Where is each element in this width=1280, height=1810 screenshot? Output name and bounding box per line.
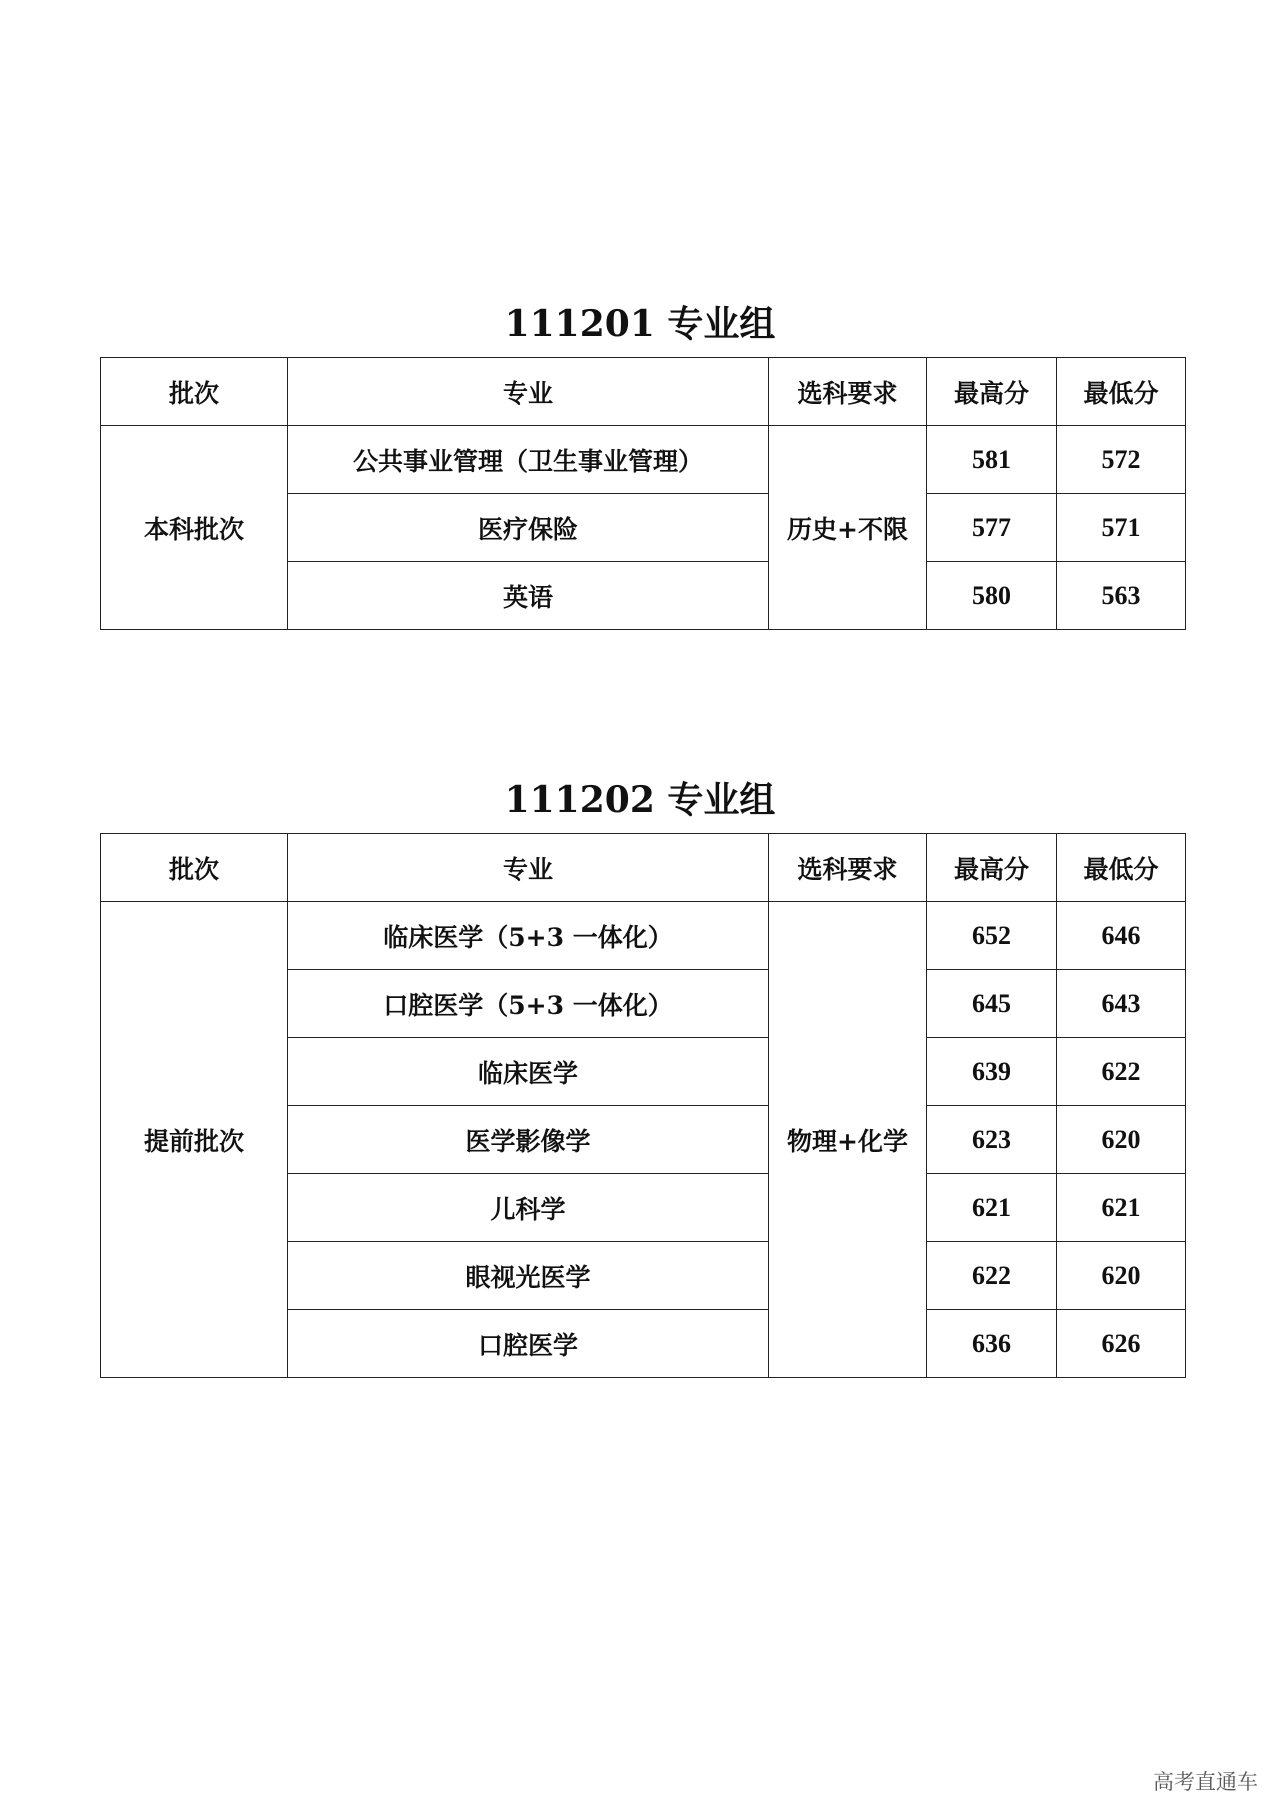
major-cell: 口腔医学 (288, 1310, 769, 1378)
score-table (100, 833, 1186, 1378)
major-cell: 临床医学 (288, 1038, 769, 1106)
batch-cell: 本科批次 (101, 426, 288, 630)
min-score-cell: 620 (1057, 1106, 1186, 1174)
header-min-score: 最低分 (1057, 358, 1186, 426)
max-score-cell: 636 (927, 1310, 1057, 1378)
table-row (101, 426, 1186, 494)
subject-requirement-cell: 历史+不限 (769, 426, 927, 630)
max-score-cell: 577 (927, 494, 1057, 562)
header-batch: 批次 (101, 358, 288, 426)
table-header-row (101, 834, 1186, 902)
watermark-text: 高考直通车 (1153, 1770, 1258, 1794)
max-score-cell: 621 (927, 1174, 1057, 1242)
major-cell: 口腔医学（5+3 一体化） (288, 970, 769, 1038)
major-cell: 医疗保险 (288, 494, 769, 562)
max-score-cell: 622 (927, 1242, 1057, 1310)
min-score-cell: 626 (1057, 1310, 1186, 1378)
table-row (101, 902, 1186, 970)
header-major: 专业 (288, 358, 769, 426)
major-cell: 医学影像学 (288, 1106, 769, 1174)
min-score-cell: 563 (1057, 562, 1186, 630)
min-score-cell: 643 (1057, 970, 1186, 1038)
major-cell: 眼视光医学 (288, 1242, 769, 1310)
header-batch: 批次 (101, 834, 288, 902)
min-score-cell: 622 (1057, 1038, 1186, 1106)
header-max-score: 最高分 (927, 834, 1057, 902)
major-cell: 英语 (288, 562, 769, 630)
max-score-cell: 639 (927, 1038, 1057, 1106)
max-score-cell: 580 (927, 562, 1057, 630)
min-score-cell: 621 (1057, 1174, 1186, 1242)
header-max-score: 最高分 (927, 358, 1057, 426)
major-cell: 公共事业管理（卫生事业管理） (288, 426, 769, 494)
min-score-cell: 572 (1057, 426, 1186, 494)
header-subject-requirement: 选科要求 (769, 358, 927, 426)
max-score-cell: 581 (927, 426, 1057, 494)
header-subject-requirement: 选科要求 (769, 834, 927, 902)
min-score-cell: 571 (1057, 494, 1186, 562)
max-score-cell: 623 (927, 1106, 1057, 1174)
group-title: 111201 专业组 (504, 303, 776, 345)
score-table (100, 357, 1186, 630)
min-score-cell: 620 (1057, 1242, 1186, 1310)
subject-requirement-cell: 物理+化学 (769, 902, 927, 1378)
table-header-row (101, 358, 1186, 426)
min-score-cell: 646 (1057, 902, 1186, 970)
major-cell: 儿科学 (288, 1174, 769, 1242)
header-major: 专业 (288, 834, 769, 902)
max-score-cell: 645 (927, 970, 1057, 1038)
batch-cell: 提前批次 (101, 902, 288, 1378)
header-min-score: 最低分 (1057, 834, 1186, 902)
group-title: 111202 专业组 (504, 779, 776, 821)
max-score-cell: 652 (927, 902, 1057, 970)
major-cell: 临床医学（5+3 一体化） (288, 902, 769, 970)
